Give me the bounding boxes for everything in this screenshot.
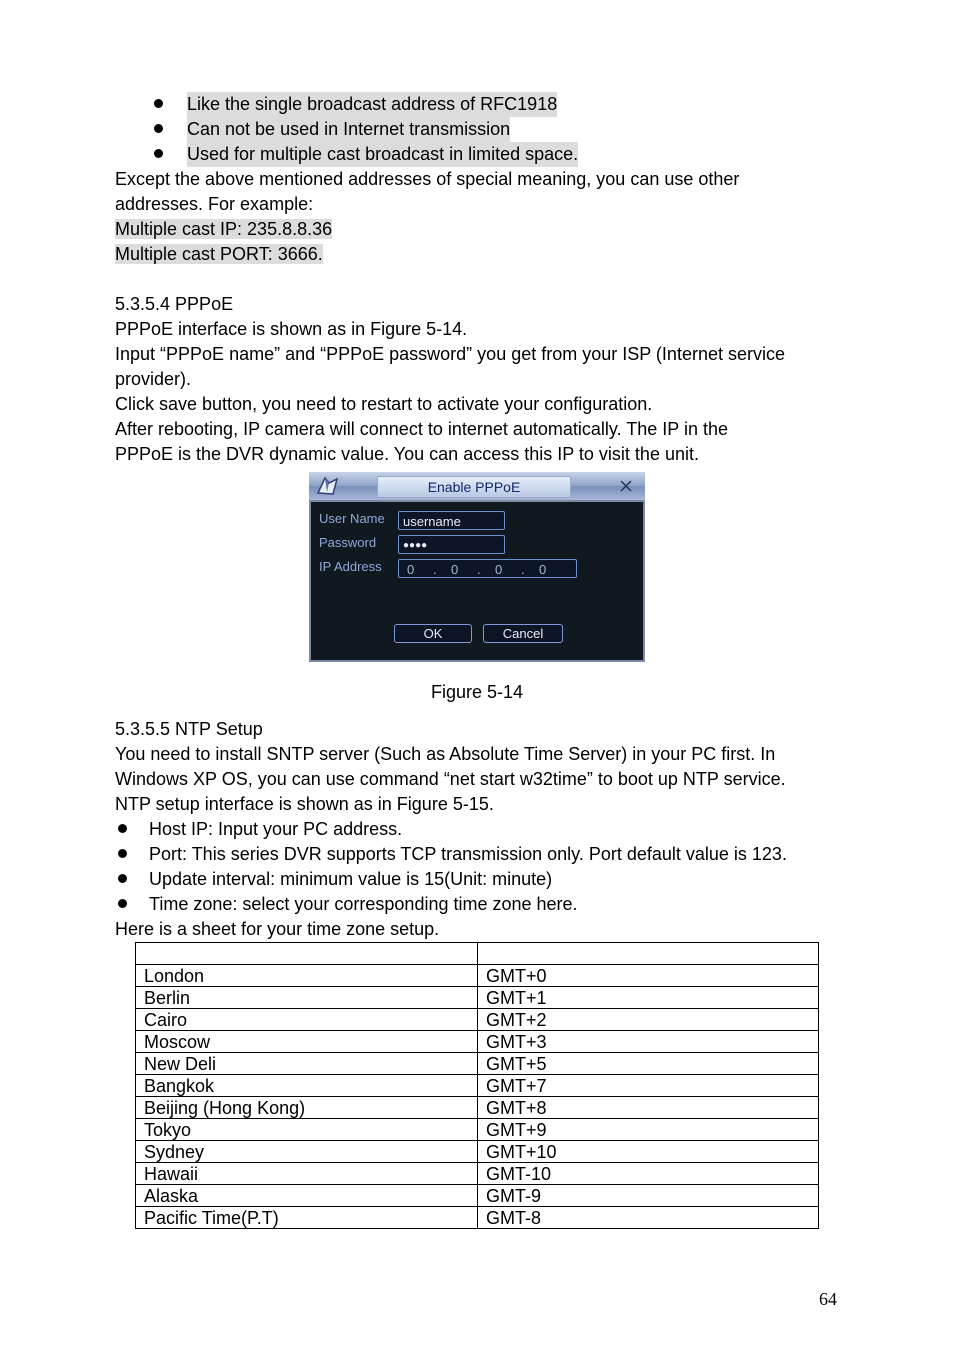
paragraph-line: provider). (115, 369, 192, 389)
city-cell: Moscow (136, 1031, 478, 1053)
city-cell: Alaska (136, 1185, 478, 1207)
table-row (136, 1009, 819, 1031)
ok-button[interactable]: OK (394, 624, 472, 643)
table-cell (136, 943, 478, 965)
gmt-offset-cell: GMT-8 (478, 1207, 819, 1229)
paragraph-line: PPPoE is the DVR dynamic value. You can access this IP to visit the unit. (115, 444, 699, 464)
cancel-button[interactable]: Cancel (483, 624, 563, 643)
dialog-body (309, 500, 645, 662)
timezone-table (135, 942, 819, 1229)
city-cell: Hawaii (136, 1163, 478, 1185)
ip-address-input[interactable] (398, 559, 577, 578)
city-cell: Tokyo (136, 1119, 478, 1141)
bullet-text: Can not be used in Internet transmission (187, 117, 510, 142)
paragraph-line: Click save button, you need to restart to activate your configuration. (115, 394, 653, 414)
paragraph-line: Windows XP OS, you can use command “net start w32time” to boot up NTP service. (115, 769, 786, 789)
table-header-row (136, 943, 819, 965)
password-label: Password (319, 535, 377, 550)
multicast-ip: Multiple cast IP: 235.8.8.36 (115, 219, 333, 239)
user-name-input[interactable]: username (398, 511, 505, 530)
gmt-offset-cell: GMT+2 (478, 1009, 819, 1031)
password-input[interactable]: ●●●● (398, 535, 505, 554)
city-cell: Beijing (Hong Kong) (136, 1097, 478, 1119)
paragraph-line: You need to install SNTP server (Such as Absolute Time Server) in your PC first. In (115, 744, 776, 764)
ip-address-label: IP Address (319, 559, 382, 574)
section-heading-pppoe: 5.3.5.4 PPPoE (115, 294, 234, 314)
bullet-icon (154, 124, 163, 133)
gmt-offset-cell: GMT+0 (478, 965, 819, 987)
ip-octet-4: 0 (539, 562, 547, 577)
table-row (136, 1207, 819, 1229)
bullet-text: Update interval: minimum value is 15(Unit: minute) (149, 869, 553, 889)
table-row (136, 1141, 819, 1163)
close-icon[interactable] (617, 477, 635, 495)
paragraph-line: Here is a sheet for your time zone setup. (115, 919, 440, 939)
bullet-text: Host IP: Input your PC address. (149, 819, 403, 839)
dialog-title-frame (377, 476, 571, 498)
gmt-offset-cell: GMT+9 (478, 1119, 819, 1141)
gmt-offset-cell: GMT-10 (478, 1163, 819, 1185)
bullet-text: Port: This series DVR supports TCP transmission only. Port default value is 123. (149, 844, 787, 864)
table-row (136, 1097, 819, 1119)
figure-caption: Figure 5-14 (430, 682, 524, 702)
list-item (154, 142, 579, 167)
dialog-title: Enable PPPoE (427, 479, 521, 495)
bullet-icon (154, 149, 163, 158)
list-item (118, 867, 553, 892)
gmt-offset-cell: GMT+7 (478, 1075, 819, 1097)
table-row (136, 1119, 819, 1141)
bullet-text: Like the single broadcast address of RFC1918 (187, 92, 557, 117)
table-row (136, 1031, 819, 1053)
table-row (136, 1075, 819, 1097)
paragraph-line: Input “PPPoE name” and “PPPoE password” you get from your ISP (Internet service (115, 344, 785, 364)
bullet-icon (154, 99, 163, 108)
ip-octet-2: 0 (451, 562, 459, 577)
bullet-icon (118, 874, 127, 883)
ip-dot: . (433, 562, 437, 577)
multicast-port: Multiple cast PORT: 3666. (115, 244, 323, 264)
paragraph-line: Except the above mentioned addresses of special meaning, you can use other (115, 169, 740, 189)
list-item (154, 117, 511, 142)
table-row (136, 965, 819, 987)
app-logo-icon (315, 475, 341, 497)
ip-dot: . (521, 562, 525, 577)
ip-octet-3: 0 (495, 562, 503, 577)
city-cell: London (136, 965, 478, 987)
paragraph-line: NTP setup interface is shown as in Figure 5-15. (115, 794, 494, 814)
list-item (154, 92, 558, 117)
page-number: 64 (819, 1289, 837, 1309)
ip-octet-1: 0 (407, 562, 415, 577)
city-cell: New Deli (136, 1053, 478, 1075)
bullet-icon (118, 899, 127, 908)
table-row (136, 1163, 819, 1185)
gmt-offset-cell: GMT+8 (478, 1097, 819, 1119)
list-item (118, 892, 578, 917)
city-cell: Cairo (136, 1009, 478, 1031)
city-cell: Sydney (136, 1141, 478, 1163)
gmt-offset-cell: GMT-9 (478, 1185, 819, 1207)
dialog-titlebar (309, 472, 645, 501)
paragraph-line: After rebooting, IP camera will connect to internet automatically. The IP in the (115, 419, 728, 439)
ip-dot: . (477, 562, 481, 577)
gmt-offset-cell: GMT+3 (478, 1031, 819, 1053)
bullet-text: Used for multiple cast broadcast in limited space. (187, 142, 578, 167)
list-item (118, 817, 403, 842)
gmt-offset-cell: GMT+5 (478, 1053, 819, 1075)
table-row (136, 1053, 819, 1075)
city-cell: Bangkok (136, 1075, 478, 1097)
pppoe-dialog (309, 472, 645, 662)
gmt-offset-cell: GMT+10 (478, 1141, 819, 1163)
section-heading-ntp: 5.3.5.5 NTP Setup (115, 719, 263, 739)
paragraph-line: addresses. For example: (115, 194, 314, 214)
bullet-text: Time zone: select your corresponding time zone here. (149, 894, 578, 914)
table-row (136, 1185, 819, 1207)
user-name-label: User Name (319, 511, 385, 526)
gmt-offset-cell: GMT+1 (478, 987, 819, 1009)
bullet-icon (118, 849, 127, 858)
list-item (118, 842, 787, 867)
city-cell: Pacific Time(P.T) (136, 1207, 478, 1229)
city-cell: Berlin (136, 987, 478, 1009)
paragraph-line: PPPoE interface is shown as in Figure 5-14. (115, 319, 468, 339)
table-cell (478, 943, 819, 965)
table-row (136, 987, 819, 1009)
bullet-icon (118, 824, 127, 833)
